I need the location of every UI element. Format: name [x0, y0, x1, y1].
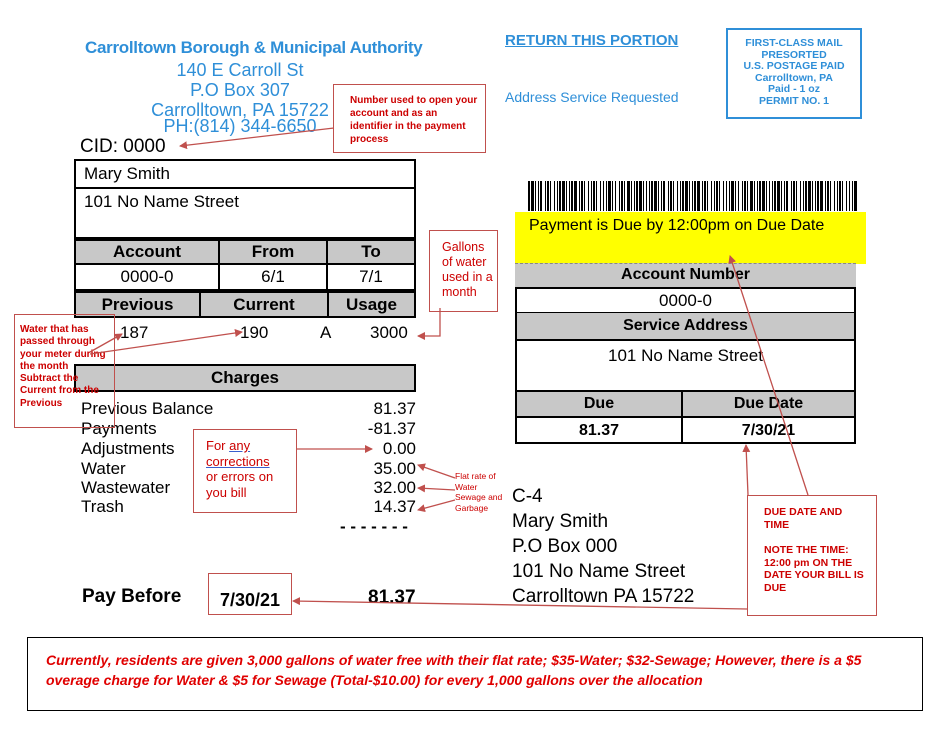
barcode-bar [677, 181, 678, 211]
charge-label: Adjustments [81, 439, 175, 458]
barcode-bar [531, 181, 534, 211]
barcode-bar [673, 181, 674, 211]
postage-indicia [726, 28, 862, 119]
barcode-bar [596, 181, 597, 211]
barcode-bar [535, 181, 536, 211]
barcode-bar [646, 181, 647, 211]
charges-header: Charges [74, 364, 416, 392]
service-address-value: 101 No Name Street [515, 339, 856, 391]
authority-name: Carrolltown Borough & Municipal Authority [85, 38, 423, 57]
barcode-bar [692, 181, 693, 211]
charge-label: Previous Balance [81, 399, 214, 418]
barcode-bar [559, 181, 561, 211]
barcode-bar [784, 181, 785, 211]
barcode-bar [619, 181, 620, 211]
customer-box [74, 159, 416, 239]
barcode-bar [538, 181, 539, 211]
barcode-bar [719, 181, 720, 211]
barcode-bar [670, 181, 672, 211]
charge-value: 35.00 [373, 459, 416, 478]
charges-total-rule: - - - - - - - [340, 517, 408, 536]
barcode-bar [812, 181, 813, 211]
return-portion-label: RETURN THIS PORTION [505, 32, 679, 49]
barcode-bar [608, 181, 611, 211]
barcode-bar [528, 181, 530, 211]
barcode-bar [689, 181, 690, 211]
barcode-bar [612, 181, 613, 211]
service-address-header: Service Address [515, 313, 856, 340]
arrow-to-trash [418, 500, 455, 510]
barcode-bar [702, 181, 703, 211]
barcode-bar [766, 181, 767, 211]
address-service-label: Address Service Requested [505, 89, 679, 105]
barcode-bar [805, 181, 807, 211]
to-header: To [326, 239, 416, 265]
note-flat-rate: Flat rate of Water Sewage and Garbage [455, 471, 503, 513]
postage-line: U.S. POSTAGE PAID [743, 60, 845, 73]
note-due-date [747, 495, 877, 616]
previous-header: Previous [74, 291, 201, 318]
note-gallons: Gallons of water used in a month [429, 230, 498, 312]
account-header: Account [74, 239, 220, 265]
barcode-bar [837, 181, 838, 211]
mailing-city: Carrolltown PA 15722 [512, 586, 695, 607]
barcode-bar [791, 181, 792, 211]
barcode-bar [711, 181, 712, 211]
barcode-bar [742, 181, 743, 211]
arrow-to-wastewater [418, 488, 455, 490]
barcode-bar [777, 181, 780, 211]
barcode-bar [729, 181, 730, 211]
barcode-bar [697, 181, 700, 211]
barcode-bar [661, 181, 662, 211]
payment-due-banner: Payment is Due by 12:00pm on Due Date [515, 212, 866, 264]
barcode-bar [842, 181, 843, 211]
barcode-bar [634, 181, 635, 211]
postal-barcode [528, 181, 858, 211]
barcode-bar [846, 181, 847, 211]
barcode-bar [834, 181, 835, 211]
barcode-bar [540, 181, 542, 211]
barcode-bar [566, 181, 567, 211]
barcode-bar [574, 181, 577, 211]
barcode-bar [827, 181, 829, 211]
barcode-bar [663, 181, 665, 211]
postage-line: Carrolltown, PA [755, 71, 833, 84]
due-date-value: 7/30/21 [681, 416, 856, 444]
barcode-bar [631, 181, 632, 211]
authority-city: Carrolltown, PA 15722 [151, 100, 329, 120]
mailing-name: Mary Smith [512, 511, 609, 532]
barcode-bar [716, 181, 718, 211]
barcode-bar [682, 181, 684, 211]
barcode-bar [772, 181, 773, 211]
barcode-bar [747, 181, 748, 211]
mailing-street: 101 No Name Street [512, 561, 686, 582]
charge-row [81, 399, 416, 419]
barcode-bar [654, 181, 657, 211]
current-reading: 190 [240, 323, 269, 342]
barcode-bar [668, 181, 669, 211]
barcode-bar [643, 181, 644, 211]
barcode-bar [744, 181, 746, 211]
barcode-bar [786, 181, 788, 211]
cid-label: CID: 0000 [80, 136, 166, 157]
barcode-bar [615, 181, 616, 211]
authority-po-box: P.O Box 307 [190, 80, 290, 100]
charge-value: -81.37 [367, 419, 416, 438]
previous-reading: 187 [120, 323, 149, 342]
barcode-bar [735, 181, 736, 211]
note-corrections [193, 429, 297, 513]
barcode-bar [723, 181, 724, 211]
charge-value: 14.37 [373, 497, 416, 516]
account-number-value: 0000-0 [515, 287, 856, 314]
barcode-bar [796, 181, 797, 211]
to-value: 7/1 [326, 263, 416, 291]
barcode-bar [800, 181, 801, 211]
barcode-bar [579, 181, 580, 211]
barcode-bar [658, 181, 659, 211]
barcode-bar [815, 181, 816, 211]
charge-label: Water [81, 459, 126, 478]
barcode-bar [731, 181, 734, 211]
mailing-code: C-4 [512, 486, 543, 507]
mailing-address [512, 484, 694, 609]
barcode-bar [825, 181, 826, 211]
barcode-bar [600, 181, 601, 211]
pay-before-amount: 81.37 [368, 587, 416, 608]
note-meter: Water that has passed through your meter during the month Subtract the Current from the Previous [14, 314, 115, 428]
barcode-bar [624, 181, 625, 211]
charge-label: Wastewater [81, 478, 171, 497]
barcode-bar [759, 181, 761, 211]
barcode-bar [762, 181, 765, 211]
barcode-bar [554, 181, 555, 211]
barcode-bar [562, 181, 565, 211]
barcode-bar [569, 181, 570, 211]
charge-label: Trash [81, 497, 124, 516]
note-due-title: DUE DATE AND TIME [764, 506, 843, 531]
barcode-bar [769, 181, 770, 211]
barcode-bar [584, 181, 585, 211]
account-value: 0000-0 [74, 263, 220, 291]
barcode-bar [839, 181, 841, 211]
postage-line: PRESORTED [761, 48, 827, 61]
pay-before-date: 7/30/21 [208, 573, 292, 615]
barcode-bar [581, 181, 583, 211]
arrow-to-water [418, 465, 455, 478]
charge-value: 81.37 [373, 399, 416, 418]
postage-line: FIRST-CLASS MAIL [745, 37, 843, 49]
barcode-bar [817, 181, 819, 211]
postage-line: Paid - 1 oz [768, 83, 820, 96]
pay-before-label: Pay Before [82, 586, 182, 607]
barcode-bar [803, 181, 804, 211]
barcode-bar [621, 181, 623, 211]
authority-phone: PH:(814) 344-6650 [163, 116, 317, 136]
barcode-bar [571, 181, 573, 211]
barcode-bar [750, 181, 753, 211]
barcode-bar [593, 181, 595, 211]
from-value: 6/1 [218, 263, 328, 291]
note-corrections-pre: For [206, 438, 230, 453]
barcode-bar [606, 181, 607, 211]
barcode-bar [820, 181, 823, 211]
barcode-bar [636, 181, 638, 211]
barcode-bar [781, 181, 782, 211]
barcode-bar [754, 181, 755, 211]
barcode-bar [685, 181, 688, 211]
note-corrections-link: corrections [206, 453, 270, 469]
authority-street: 140 E Carroll St [176, 60, 304, 80]
barcode-bar [557, 181, 558, 211]
usage-value: 3000 [370, 323, 408, 342]
from-header: From [218, 239, 328, 265]
usage-header: Usage [327, 291, 416, 318]
barcode-bar [757, 181, 758, 211]
customer-name: Mary Smith [84, 164, 170, 183]
barcode-bar [707, 181, 708, 211]
barcode-bar [603, 181, 604, 211]
due-date-header: Due Date [681, 390, 856, 418]
barcode-bar [793, 181, 795, 211]
note-corrections-link: any [229, 438, 251, 453]
barcode-bar [849, 181, 850, 211]
note-due-body: NOTE THE TIME: 12:00 pm ON THE DATE YOUR BILL IS DUE [764, 544, 864, 594]
note-corrections-post: or errors on you bill [206, 469, 274, 500]
mailing-po-box: P.O Box 000 [512, 536, 618, 557]
account-number-header: Account Number [515, 263, 856, 288]
barcode-bar [651, 181, 653, 211]
barcode-bar [649, 181, 650, 211]
barcode-bar [704, 181, 706, 211]
customer-street: 101 No Name Street [84, 192, 239, 211]
current-header: Current [199, 291, 329, 318]
due-amount: 81.37 [515, 416, 683, 444]
barcode-bar [547, 181, 549, 211]
barcode-bar [774, 181, 776, 211]
barcode-bar [639, 181, 642, 211]
postage-line: PERMIT NO. 1 [758, 94, 829, 107]
barcode-bar [680, 181, 681, 211]
barcode-bar [852, 181, 853, 211]
charge-value: 32.00 [373, 478, 416, 497]
barcode-bar [627, 181, 630, 211]
charge-value: 0.00 [382, 439, 416, 458]
barcode-bar [714, 181, 715, 211]
barcode-bar [591, 181, 592, 211]
barcode-bar [830, 181, 831, 211]
barcode-bar [854, 181, 857, 211]
arrow-to-usage [418, 308, 440, 336]
footer-notice: Currently, residents are given 3,000 gallons of water free with their flat rate; $35-Water; $32-Sewage; However, there is a $5 overage charge for Water & $5 for Sewage (Total-$10.00) for every 1,000 gallons over the allocation [27, 637, 923, 711]
barcode-bar [808, 181, 811, 211]
charge-label: Payments [81, 419, 157, 438]
reading-code: A [320, 323, 332, 342]
note-account-number: Number used to open your account and as an identifier in the payment process [333, 84, 486, 153]
barcode-bar [738, 181, 739, 211]
barcode-bar [545, 181, 546, 211]
arrow-to-due-date [746, 445, 748, 495]
barcode-bar [726, 181, 727, 211]
barcode-bar [694, 181, 696, 211]
due-header: Due [515, 390, 683, 418]
barcode-bar [588, 181, 589, 211]
barcode-bar [550, 181, 551, 211]
